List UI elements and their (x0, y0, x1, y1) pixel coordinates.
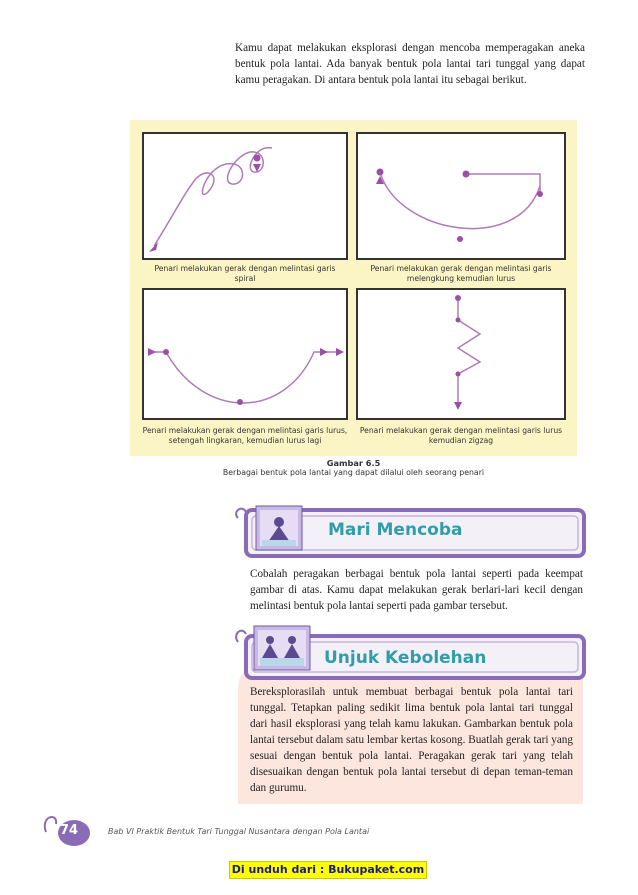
start-marker (463, 171, 470, 178)
mid-arrow (320, 348, 328, 356)
caption-curve-straight: Penari melakukan gerak dengan melintasi garis melengkung kemudian lurus (370, 264, 552, 283)
download-source-note: Di unduh dari : Bukupaket.com (229, 861, 427, 879)
unjuk-kebolehan-text: Bereksplorasilah untuk membuat berbagai bentuk pola lantai tari tunggal. Tetapkan paling sedikit lima bentuk pola lantai tari tunggal dari hasil eksplorasi yang telah kamu lakukan. Gambarkan bentuk pola lantai tersebut dalam satu lembar kertas kosong. Buatlah gerak tari yang sesuai dengan bentuk pola lantai. Peragakan gerak tari yang telah disesuaikan dengan bentuk pola lantai tersebut di depan teman-teman dan gurumu. (250, 686, 573, 794)
curve-marker-3 (537, 191, 543, 197)
panel-zigzag (356, 288, 566, 420)
end-arrow (454, 402, 462, 410)
unjuk-kebolehan-title: Unjuk Kebolehan (324, 648, 487, 668)
mari-mencoba-text: Cobalah peragakan berbagai bentuk pola lantai seperti pada keempat gambar di atas. Kamu dapat melakukan gerak berlari-lari kecil dengan melintasi bentuk pola lantai seperti pada gambar tersebut. (250, 568, 583, 612)
mari-mencoba-banner (232, 502, 587, 564)
marker-2 (456, 372, 461, 377)
spiral-pattern-drawing (144, 134, 346, 258)
caption-straight-halfcircle: Penari melakukan gerak dengan melintasi garis lurus, setengah lingkaran, kemudian lurus lagi (142, 426, 348, 445)
straight-path (466, 174, 540, 194)
figure-title: Gambar 6.5 (326, 458, 381, 468)
curve-path (380, 172, 540, 229)
curve-marker-2 (457, 236, 463, 242)
intro-paragraph: Kamu dapat melakukan eksplorasi dengan mencoba memperagakan aneka bentuk pola lantai. Ada banyak bentuk pola lantai tari tunggal yang dapat kamu peragakan. Di antara bentuk pola lantai itu sebagai berikut. (235, 42, 585, 86)
start-marker (455, 295, 461, 301)
spiral-path (154, 148, 272, 246)
start-marker (254, 155, 261, 162)
marker-1 (163, 349, 169, 355)
unjuk-kebolehan-banner (232, 622, 587, 684)
curve-straight-pattern-drawing (358, 134, 564, 258)
caption-zigzag: Penari melakukan gerak dengan melintasi garis lurus kemudian zigzag (359, 426, 563, 445)
halfcircle-path (148, 352, 342, 403)
mari-mencoba-title: Mari Mencoba (328, 520, 463, 540)
start-arrow (148, 348, 156, 356)
zigzag-pattern-drawing (358, 290, 564, 418)
straight-halfcircle-pattern-drawing (144, 290, 346, 418)
figure-caption: Berbagai bentuk pola lantai yang dapat dilalui oleh seorang penari (222, 468, 485, 477)
end-arrow (336, 348, 344, 356)
page-number: 74 (60, 823, 79, 838)
panel-curve-straight (356, 132, 566, 260)
zigzag-path (458, 296, 480, 408)
marker-1 (456, 318, 461, 323)
marker-2 (237, 399, 243, 405)
curve-marker-1 (377, 169, 384, 176)
figure-floor-patterns (130, 120, 577, 456)
chapter-title: Bab VI Praktik Bentuk Tari Tunggal Nusantara dengan Pola Lantai (108, 827, 370, 836)
caption-spiral: Penari melakukan gerak dengan melintasi garis spiral (154, 264, 336, 283)
panel-straight-halfcircle (142, 288, 348, 420)
end-arrow (149, 242, 158, 252)
panel-spiral (142, 132, 348, 260)
